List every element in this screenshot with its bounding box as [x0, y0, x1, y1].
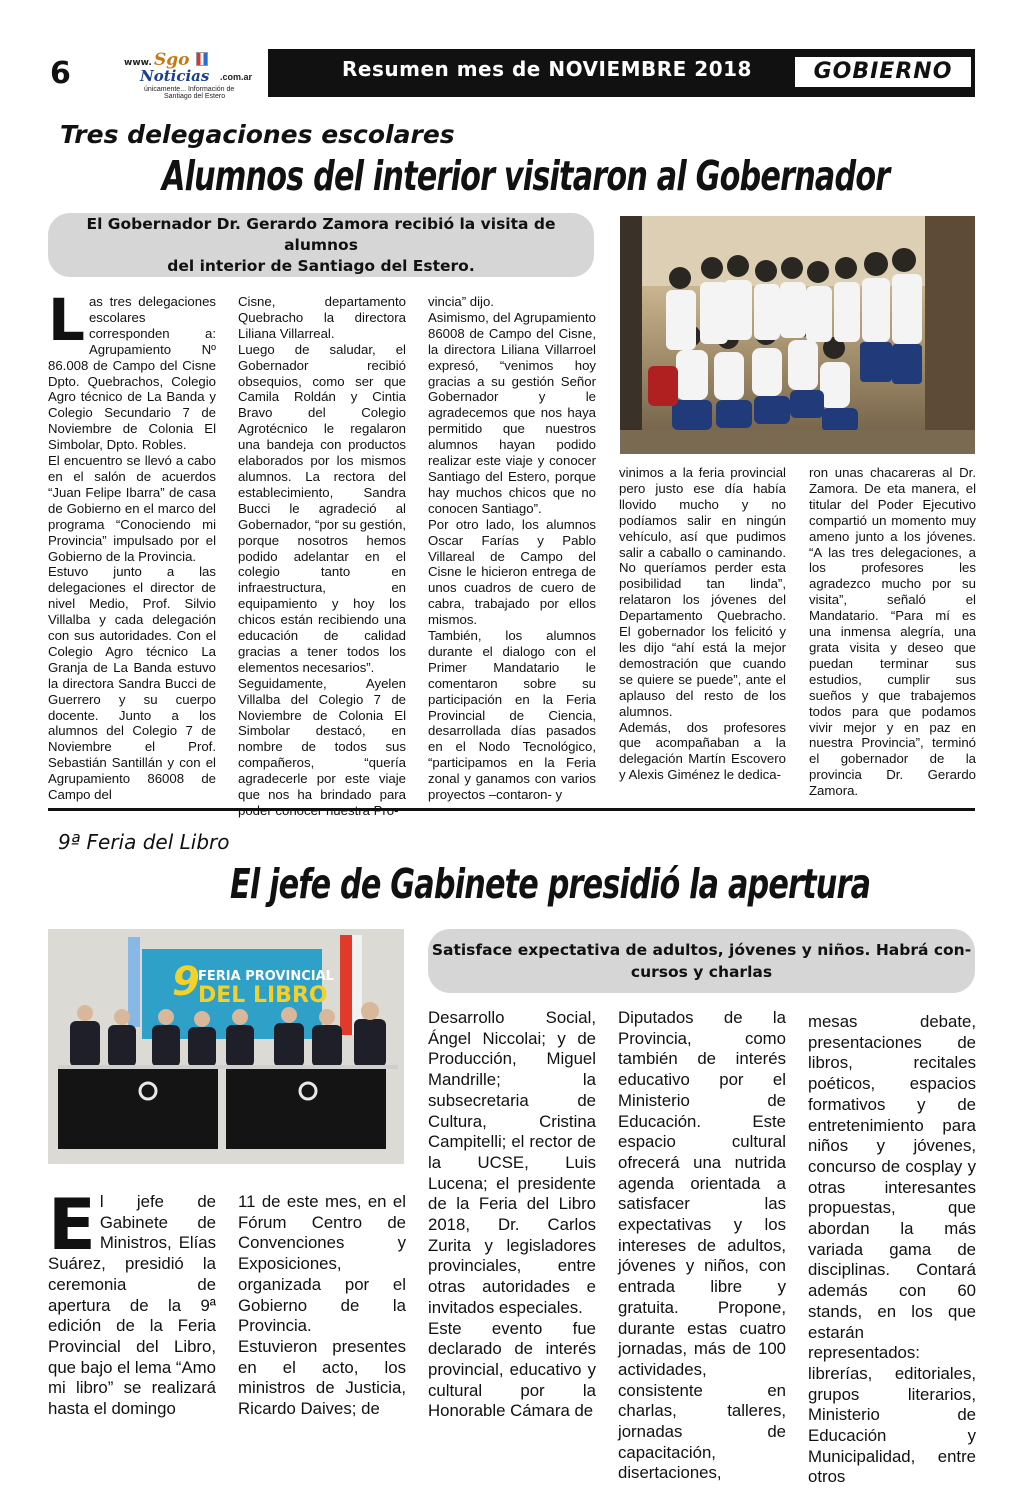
article-1-paragraph: Cisne, departamento Quebracho la directora Liliana Villarreal.: [238, 294, 406, 341]
banner-line-1: FERIA PROVINCIAL: [198, 969, 334, 984]
flag-icon: [196, 52, 208, 66]
book-fair-opening-photo-art: [48, 929, 404, 1164]
article-1-column-1: [48, 286, 216, 803]
logo-tagline-1: únicamente... Información de: [144, 86, 235, 93]
article-1-paragraph: El encuentro se llevó a cabo en el salón de acuerdos “Juan Felipe Ibarra” de casa de Gobierno en el marco del programa “Conociendo mi Provincia” impulsado por el Gobierno de la Provincia.: [48, 453, 216, 564]
article-1-headline: Alumnos del interior visitaron al Gobernador: [162, 152, 890, 200]
article-2-column-2: [238, 1192, 406, 1419]
article-1-column-5: [809, 465, 976, 799]
section-divider: [48, 808, 975, 811]
article-1-subhead-line1: El Gobernador Dr. Gerardo Zamora recibió la visita de alumnos: [86, 214, 556, 254]
article-2-column-1: [48, 1184, 216, 1419]
article-2-paragraph: Estuvieron presentes en el acto, los ministros de Justicia, Ricardo Daives; de: [238, 1336, 406, 1419]
article-1-subhead: [48, 213, 594, 277]
article-2-subhead: [428, 929, 975, 993]
article-2-paragraph: mesas debate, presentaciones de libros, recitales poéticos, espacios formativos y de entretenimiento para niños y jóvenes, concurso de cosplay y otras interesantes propuestas, que abordan la más variada gama de disciplinas. Contará además con 60 stands, en los que estarán representados: librerías, editoriales, grupos literarios, Ministerio de Educación y Municipalidad, entre otros: [808, 1012, 976, 1487]
banner-line-2: DEL LIBRO: [198, 983, 328, 1008]
article-2-paragraph: 11 de este mes, en el Fórum Centro de Convenciones y Exposiciones, organizada por el Gobierno de la Provincia.: [238, 1192, 406, 1336]
article-1-paragraph: Por otro lado, los alumnos Oscar Farías y Pablo Villareal de Campo del Cisne le hicieron entrega de unos cuadros de cuero de cabra, trabajado por ellos mismos.: [428, 516, 596, 628]
page-number: 6: [50, 56, 71, 91]
article-2-paragraph: Diputados de la Provincia, como también de interés educativo por el Ministerio de Educación. Este espacio cultural ofrecerá una nutrida agenda orientada a satisfacer las expectativas y los intereses de adultos, jóvenes y niños, con entrada libre y gratuita. Propone, durante estas cuatro jornadas, más de 100 actividades, consistente en charlas, talleres, jornadas de capacitación, disertaciones,: [618, 1008, 786, 1483]
article-2-subhead-line2: cursos y charlas: [630, 963, 773, 981]
article-2-kicker: 9ª Feria del Libro: [58, 830, 230, 854]
banner-number: 9: [172, 959, 200, 1005]
article-1-paragraph: vinimos a la feria provincial pero justo ese día había llovido mucho y no podíamos salir en ningún vehículo, así que pudimos salir a caballo o caminando. No queríamos perder esta posibilidad tan linda”, relataron los jóvenes del Departamento Quebracho. El gobernador los felicitó y les dijo “ahí está la mejor demostración que cuando se quiere se puede”, ante el aplauso del resto de los alumnos.: [619, 465, 786, 719]
students-group-photo: [620, 216, 975, 454]
article-1-kicker: Tres delegaciones escolares: [60, 120, 455, 149]
article-1-paragraph: as tres delegaciones escolares corresponden a: Agrupamiento Nº 86.008 de Campo del Cisne Dpto. Quebrachos, Colegio Agro técnico de La Banda y Colegio Secundario 7 de Noviembre de Colonia El Simbolar, Dpto. Robles.: [48, 294, 216, 453]
logo-www: www.: [124, 58, 152, 68]
site-logo[interactable]: [124, 50, 264, 100]
logo-domain: .com.ar: [220, 72, 253, 82]
issue-summary: Resumen mes de NOVIEMBRE 2018: [342, 57, 752, 81]
article-1-column-4: [619, 465, 786, 795]
article-1-paragraph: vincia” dijo.: [428, 294, 494, 309]
article-2-column-3: [428, 1008, 596, 1421]
article-2-paragraph: l jefe de Gabinete de Ministros, Elías Suárez, presidió la ceremonia de apertura de la 9ª edición de la Feria Provincial del Libro, que bajo el lema “Amo mi libro” se realizará hasta el domingo: [48, 1192, 216, 1419]
article-2-column-5: [808, 1012, 976, 1487]
students-group-photo-art: [620, 216, 975, 454]
article-1-paragraph: Asimismo, del Agrupamiento 86008 de Campo del Cisne, la directora Liliana Villarroel expresó, “venimos hoy gracias a su gestión Señor Gobernador y le agradecemos que nos haya permitido que nuestros alumnos hayan podido realizar este viaje y conocer Santiago del Estero, porque hay muchos chicos que no conocen Santiago”.: [428, 309, 596, 516]
article-1-paragraph: Luego de saludar, el Gobernador recibió obsequios, como ser que Camila Roldán y Cintia Bravo del Colegio Agrotécnico le regalaron una bandeja con productos elaborados por los mismos alumnos. La rectora del establecimiento, Sandra Bucci le agradeció al Gobernador, “por su gestión, porque nosotros hemos podido adelantar en el colegio tanto en infraestructura, en equipamiento y hoy los chicos están recibiendo una educación de calidad gracias a tener todos los elementos necesarios”.: [238, 341, 406, 675]
logo-brand-top: Sgo: [154, 50, 190, 70]
article-2-column-4: [618, 1008, 786, 1483]
article-1-paragraph: ron unas chacareras al Dr. Zamora. De eta manera, el titular del Poder Ejecutivo compartió un momento muy ameno junto a los jóvenes. “A las tres delegaciones, a los profesores les agradezco mucho por su visita”, señaló el Mandatario. “Para mí es una inmensa alegría, una grata visita y deseo que puedan terminar sus estudios, cumplir sus sueños y que trabajemos todos para que podamos vivir mejor y en paz en nuestra Provincia”, terminó el gobernador de la provincia Dr. Gerardo Zamora.: [809, 465, 976, 799]
article-1-paragraph: Además, dos profesores que acompañaban a la delegación Martín Escovero y Alexis Giménez le dedica-: [619, 719, 786, 783]
article-2-paragraph: Desarrollo Social, Ángel Niccolai; y de Producción, Miguel Mandrille; la subsecretaria de Cultura, Cristina Campitelli; el rector de la UCSE, Luis Lucena; el presidente de la Feria del Libro 2018, Dr. Carlos Zurita y legisladores provinciales, entre otras autoridades e invitados especiales.: [428, 1008, 596, 1317]
article-2-subhead-line1: Satisface expectativa de adultos, jóvenes y niños. Habrá con-: [431, 941, 972, 959]
article-1-paragraph: Estuvo junto a las delegaciones el director de nivel Medio, Prof. Silvio Villalba y cada delegación con sus autoridades. Con el Colegio Agro técnico La Granja de La Banda estuvo la directora Sandra Bucci de Guerrero y su cuerpo docente. Junto a los alumnos del Colegio 7 de Noviembre el Prof. Sebastián Santillán y con el Agrupamiento 86008 de Campo del: [48, 564, 216, 803]
article-2-paragraph: Este evento fue declarado de interés provincial, educativo y cultural por la Honorable Cámara de: [428, 1318, 596, 1421]
article-2-headline: El jefe de Gabinete presidió la apertura: [230, 860, 871, 908]
logo-brand-bottom: Noticias: [140, 67, 210, 85]
article-1-column-3: [428, 294, 596, 803]
article-1-dropcap: L: [48, 286, 85, 354]
article-1-paragraph: También, los alumnos durante el dialogo con el Primer Mandatario le comentaron sobre su participación en la Feria Provincial de Ciencia, desarrollada días pasados en el Nodo Tecnológico, “participamos en la Feria zonal y ganamos con varios proyectos –contaron- y: [428, 628, 596, 803]
article-1-paragraph: Seguidamente, Ayelen Villalba del Colegio 7 de Noviembre de Colonia El Simbolar destacó, en nombre de todos sus compañeros, “quería agradecerle por este viaje que nos ha brindado para: [238, 675, 406, 803]
article-2-dropcap: E: [48, 1184, 96, 1266]
logo-tagline-2: Santiago del Estero: [164, 93, 226, 100]
section-label: GOBIERNO: [795, 57, 971, 87]
article-1-subhead-line2: del interior de Santiago del Estero.: [167, 256, 475, 275]
book-fair-opening-photo: [48, 929, 404, 1164]
header-bar: [268, 49, 975, 97]
article-1-column-2: [238, 294, 406, 803]
